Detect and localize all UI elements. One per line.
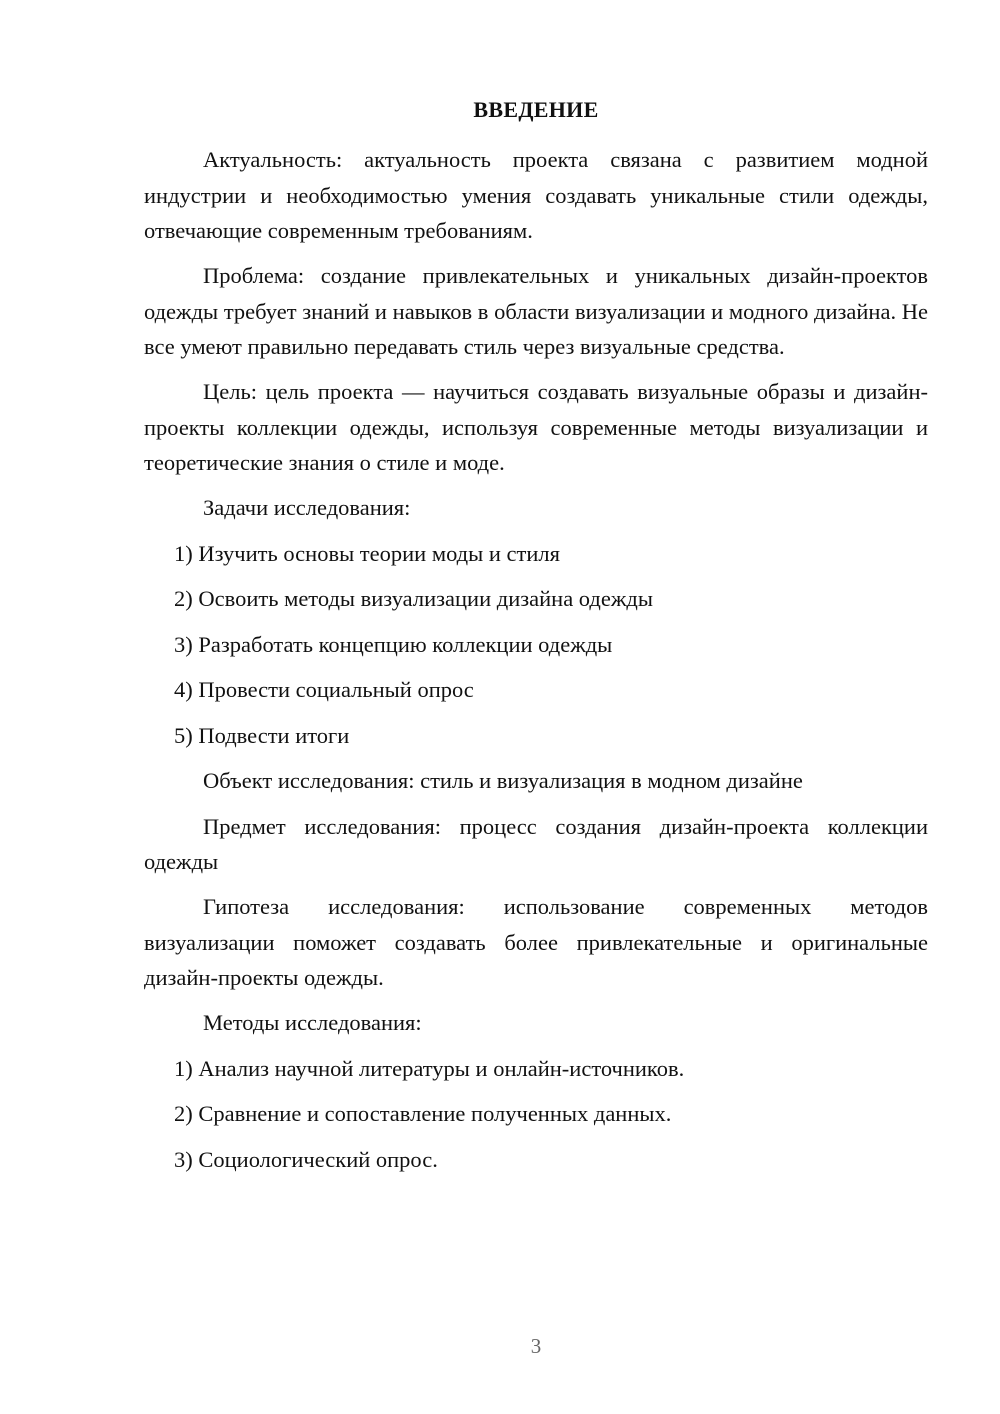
tasks-list [144, 536, 928, 754]
list-item: 5) Подвести итоги [174, 722, 350, 748]
list-item: 1) Анализ научной литературы и онлайн-источников. [174, 1055, 685, 1081]
list-item: 2) Освоить методы визуализации дизайна одежды [174, 586, 653, 611]
object-paragraph: Объект исследования: стиль и визуализация в модном дизайне [203, 768, 803, 793]
methods-heading: Методы исследования: [203, 1010, 422, 1035]
list-item: 4) Провести социальный опрос [174, 677, 474, 702]
list-item: 3) Социологический опрос. [174, 1146, 438, 1172]
list-item: 2) Сравнение и сопоставление полученных данных. [174, 1101, 672, 1126]
methods-list [144, 1051, 928, 1178]
tasks-heading: Задачи исследования: [203, 495, 411, 520]
hypothesis-paragraph: Гипотеза исследования: использование современных методов визуализации поможет создавать более привлекательные и оригинальные дизайн-проекты одежды. [144, 894, 928, 990]
subject-paragraph: Предмет исследования: процесс создания дизайн-проекта коллекции одежды [144, 813, 928, 874]
section-title: ВВЕДЕНИЕ [473, 97, 599, 122]
list-item: 3) Разработать концепцию коллекции одежды [174, 631, 613, 657]
goal-paragraph: Цель: цель проекта — научиться создавать визуальные образы и дизайн-проекты коллекции одежды, используя современные методы визуализации и теоретические знания о стиле и моде. [144, 379, 928, 475]
problem-paragraph: Проблема: создание привлекательных и уникальных дизайн-проектов одежды требует знаний и навыков в области визуализации и модного дизайна. Не все умеют правильно передавать стиль через визуальные средства. [144, 263, 928, 359]
list-item: 1) Изучить основы теории моды и стиля [174, 540, 560, 566]
relevance-paragraph: Актуальность: актуальность проекта связана с развитием модной индустрии и необходимостью умения создавать уникальные стили одежды, отвечающие современным требованиям. [144, 147, 928, 243]
page-number: 3 [530, 1334, 542, 1358]
document-body [144, 142, 928, 1187]
